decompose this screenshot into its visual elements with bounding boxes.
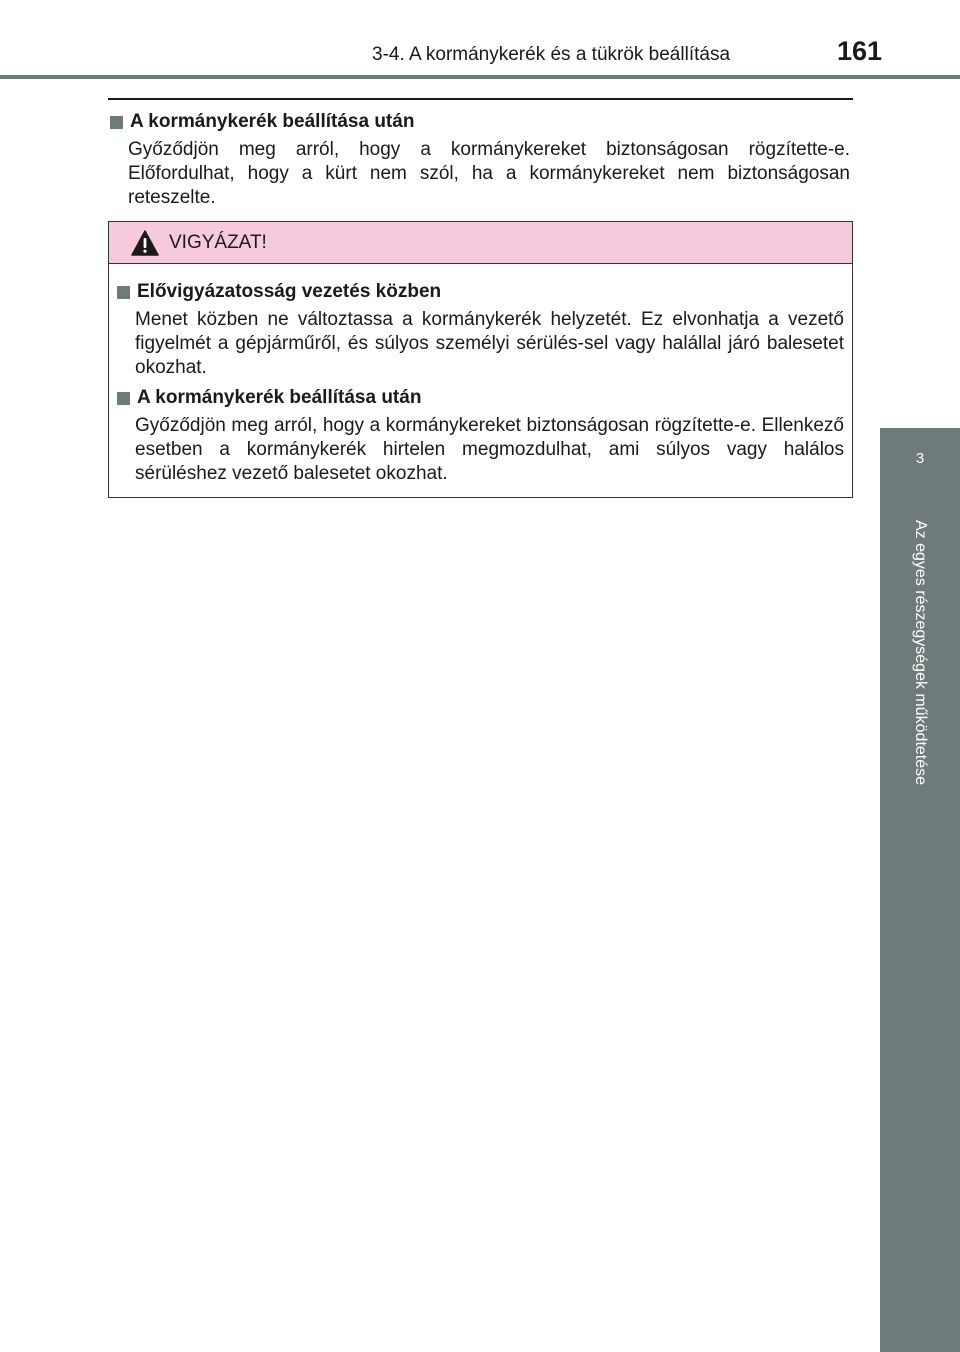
- page-number: 161: [836, 36, 882, 66]
- chapter-tab-number: 3: [915, 450, 925, 467]
- warning-title: VIGYÁZAT!: [169, 231, 267, 253]
- warning-section-after-adjust: [117, 386, 844, 486]
- content-top-divider: [108, 98, 853, 100]
- intro-section-heading: A kormánykerék beállítása után: [130, 111, 415, 132]
- chapter-tab-label: Az egyes részegységek működtetése: [912, 520, 929, 786]
- warning-section-driving: [117, 280, 844, 380]
- warning-box: [108, 221, 853, 498]
- warning-content: [109, 264, 852, 486]
- warning-section-heading: Elővigyázatosság vezetés közben: [137, 281, 442, 302]
- warning-section-heading: A kormánykerék beállítása után: [137, 387, 422, 408]
- chapter-tab: [880, 428, 960, 498]
- intro-section-body: Győződjön meg arról, hogy a kormánykereket biztonságosan rögzítette-e. Előfordulhat, hogy a kürt nem szól, ha a kormánykereket nem biztonságosan reteszelte.: [128, 139, 850, 208]
- header-divider: [0, 75, 960, 79]
- square-bullet-icon: [117, 392, 130, 405]
- square-bullet-icon: [117, 286, 130, 299]
- chapter-title: 3-4. A kormánykerék és a tükrök beállítása: [372, 44, 731, 65]
- warning-triangle-icon: [131, 230, 159, 256]
- warning-header: [109, 222, 852, 264]
- square-bullet-icon: [110, 116, 123, 129]
- intro-section: [110, 110, 850, 210]
- warning-section-body: Győződjön meg arról, hogy a kormánykereket biztonságosan rögzítette-e. Ellenkező esetben a kormánykerék hirtelen megmozdulhat, ami súlyos vagy halálos sérüléshez vezető balesetet okozhat.: [135, 415, 844, 484]
- warning-section-body: Menet közben ne változtassa a kormánykerék helyzetét. Ez elvonhatja a vezető figyelmét a gépjárműről, és súlyos személyi sérülés-sel vagy halállal járó balesetet okozhat.: [135, 309, 844, 378]
